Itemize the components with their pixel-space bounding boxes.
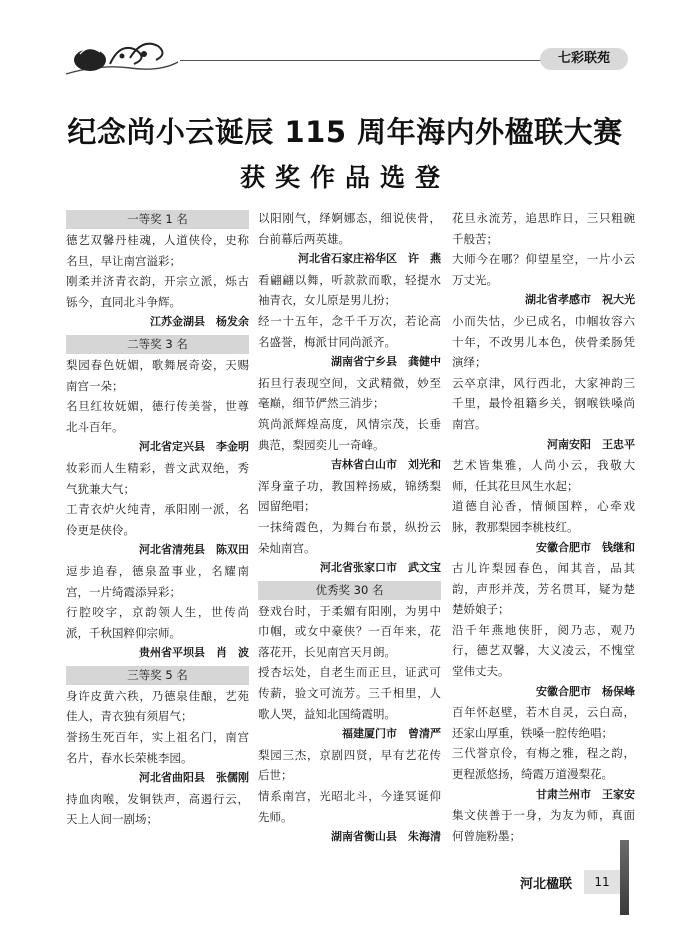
column-1 (66, 208, 249, 830)
couplet-line: 沿千年燕地侠肝，阅乃志，观乃行，德艺双馨，大义凌云，不愧堂堂伟丈夫。 (452, 622, 635, 679)
couplet-line: 妆彩而人生精彩，普文武双绝，秀气犹兼大气； (66, 460, 249, 496)
author-credit: 湖南省衡山县 朱海清 (331, 830, 441, 844)
couplet-line: 持血肉喉，发铜铁声，高遏行云，天上人间一剧场； (66, 791, 249, 827)
publication-name: 河北楹联 (520, 877, 573, 892)
author-credit: 河北省清苑县 陈双田 (139, 543, 249, 557)
couplet-line: 登戏台时，于柔媚有阳刚，为男中巾帼，或女中豪侠？一百年来，花落花开，长见南宫天月朗。 (258, 603, 441, 659)
page-subtitle: 获奖作品选登 (239, 163, 450, 192)
author-credit: 河北省曲阳县 张儒刚 (139, 771, 249, 785)
couplet-line: 百年怀赵壁，若木自灵，云白高，还家山厚重，铁嗓一腔传绝唱； (452, 705, 635, 740)
couplet-line: 梨园三杰，京剧四贤，早有艺花传后世； (258, 747, 441, 783)
page-title: 纪念尚小云诞辰 115 周年海内外楹联大赛 (67, 115, 623, 149)
couplet-line: 以阳刚气，绎婀娜态，细说侠骨，台前幕后两英雄。 (258, 211, 441, 246)
author-credit: 河南安阳 王忠平 (547, 437, 635, 451)
header-rule (180, 60, 570, 61)
couplet-line: 浑身童子功，教国粹扬威，锦绣梨园留绝唱； (258, 478, 441, 514)
couplet-line: 古儿许梨园春色，闻其音，品其韵，声形并茂，芳名贯耳，疑为楚楚娇娘子； (452, 561, 635, 617)
author-credit: 河北省石家庄裕华区 许 燕 (298, 252, 441, 266)
award-heading: 优秀奖 30 名 (258, 581, 441, 600)
couplet-line: 小而失怙，少已成名，巾帼妆容六十年，不改男儿本色，侠骨柔肠凭演绎； (452, 313, 635, 370)
couplet-line: 授杏坛处，自老生而正旦，证武可传薪，验文可流芳。三千相里，人歌人哭，益知北国绮霞明。 (258, 665, 441, 721)
couplet-line: 身许皮黄六秩，乃德泉佳酿，艺苑佳人，青衣独有须眉气； (66, 688, 249, 724)
couplet-line: 筑尚派辉煌高度，风情宗茂，长垂典范，梨园奕儿一奇峰。 (258, 416, 441, 452)
author-credit: 甘肃兰州市 王家安 (536, 787, 635, 801)
couplet-line: 名旦红妆妩媚，德行传美誉，世尊北斗百年。 (66, 399, 249, 434)
couplet-line: 道德自沁香，情倾国粹，心牵戏脉，教那梨园李桃枝红。 (452, 499, 635, 534)
author-credit: 贵州省平坝县 肖 波 (139, 646, 249, 660)
author-credit: 江苏金湖县 杨发余 (150, 315, 249, 329)
author-credit: 安徽合肥市 钱继和 (536, 540, 635, 554)
couplet-line: 一抹绮霞色，为舞台布景，纵扮云朵灿南宫。 (258, 519, 441, 555)
couplet-line: 工青衣炉火纯青，承阳刚一派，名伶更是侠伶。 (66, 502, 249, 537)
couplet-line: 经一十五年，念千千万次，若论高名盛誉，梅派甘同尚派齐。 (258, 313, 441, 349)
couplet-line: 大师今在哪？仰望星空，一片小云万丈光。 (452, 252, 635, 287)
author-credit: 安徽合肥市 杨保峰 (536, 684, 635, 698)
author-credit: 湖北省孝感市 祝大光 (525, 293, 635, 307)
column-3 (452, 208, 635, 846)
couplet-line: 艺术皆集雅，人尚小云，我敬大师，任其花旦风生水起； (452, 458, 635, 493)
side-tab (620, 840, 629, 915)
couplet-line: 看翩翩以舞，听款款而歌，轻提水袖青衣，女儿原是男儿扮； (258, 272, 441, 308)
couplet-line: 誉扬生死百年，实上祖名门，南宫名片，春水长荣桃李园。 (66, 730, 249, 765)
author-credit: 河北省张家口市 武文宝 (320, 561, 441, 575)
couplet-line: 情系南宫，光昭北斗，今逢冥诞仰先师。 (258, 789, 441, 824)
couplet-line: 拓旦行表现空间，文武精微，妙至毫巅，细节俨然三消步； (258, 375, 441, 411)
couplet-line: 三代誉京伶，有梅之雅，程之韵，更程派悠扬，绮霞万道漫梨花。 (452, 746, 635, 782)
couplet-line: 刚柔并济青衣韵，开宗立派，烁古铄今，直同北斗争辉。 (66, 274, 249, 309)
column-2 (258, 208, 441, 848)
award-heading: 一等奖 1 名 (66, 210, 249, 229)
award-heading: 二等奖 3 名 (66, 335, 249, 354)
couplet-line: 花旦永流芳，追思昨日，三只粗碗千般苦； (452, 211, 635, 246)
couplet-line: 梨园春色妩媚，歌舞展奇姿，天赐南宫一朵； (66, 357, 249, 393)
page-number: 11 (584, 870, 620, 894)
couplet-line: 逗步追春，德泉盈事业，名耀南宫，一片绮霞添异彩； (66, 563, 249, 599)
flower-ornament-icon (60, 34, 180, 80)
couplet-line: 德艺双馨丹桂魂，人道侠伶，史称名旦，早让南宫溢彩； (66, 233, 249, 268)
author-credit: 河北省定兴县 李金明 (139, 440, 249, 454)
author-credit: 吉林省白山市 刘光和 (331, 458, 441, 472)
couplet-line: 云卒京津，风行西北，大家神韵三千里，最怜祖籍乡关，钢喉铁嗓尚南宫。 (452, 375, 635, 431)
award-heading: 三等奖 5 名 (66, 666, 249, 685)
author-credit: 湖南省宁乡县 龚健中 (331, 355, 441, 369)
author-credit: 福建厦门市 曾清严 (342, 727, 441, 741)
couplet-line: 行腔咬字，京韵领人生，世传尚派，千秋国粹仰宗师。 (66, 605, 249, 640)
section-badge: 七彩联苑 (540, 48, 628, 70)
couplet-line: 集文侠善于一身，为友为师，真面何曾施粉墨； (452, 808, 635, 843)
